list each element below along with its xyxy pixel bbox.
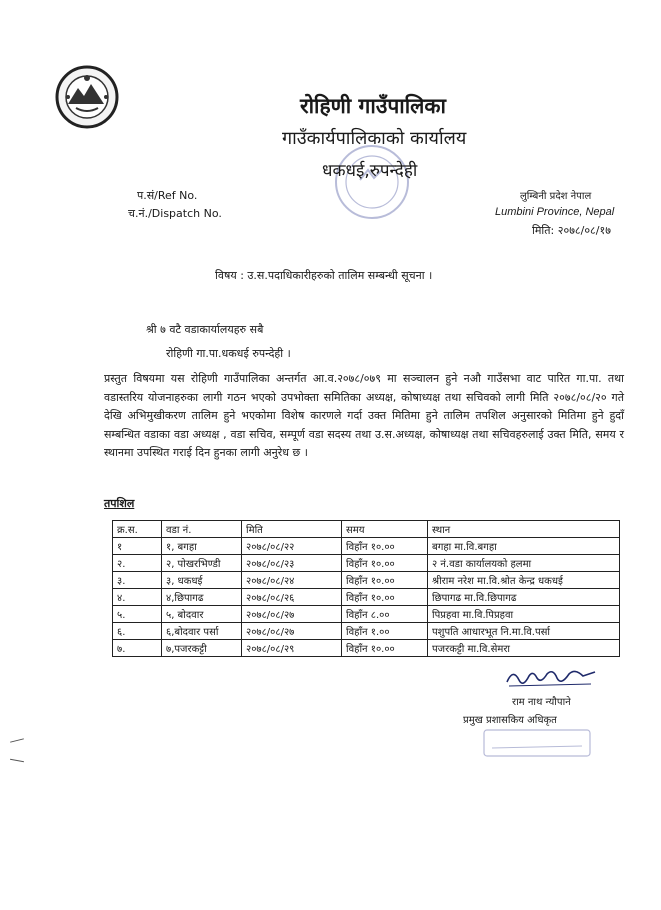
schedule-table (112, 520, 620, 657)
col-venue: स्थान (428, 521, 620, 538)
cell-date: २०७८/०८/२४ (242, 572, 342, 589)
cell-venue: श्रीराम नरेश मा.वि.श्रोत केन्द्र धकधई (428, 572, 620, 589)
subject-line: विषय : उ.स.पदाधिकारीहरुको तालिम सम्बन्धी सूचना । (215, 269, 433, 282)
table-row (113, 606, 620, 623)
cell-serial: ३. (113, 572, 162, 589)
cell-time: विहाँन १०.०० (342, 555, 428, 572)
government-emblem-icon (54, 64, 120, 130)
recipient-line-2: रोहिणी गा.पा.धकधई रुपन्देही । (166, 347, 291, 360)
cell-time: विहाँन १०.०० (342, 538, 428, 555)
province-english: Lumbini Province, Nepal (495, 206, 615, 218)
cell-time: विहाँन १०.०० (342, 572, 428, 589)
cell-date: २०७८/०८/२२ (242, 538, 342, 555)
table-row (113, 572, 620, 589)
cell-time: विहाँन १०.०० (342, 589, 428, 606)
cell-venue: २ नं.वडा कार्यालयको हलमा (428, 555, 620, 572)
cell-ward: ५, बोदवार (162, 606, 242, 623)
cell-date: २०७८/०८/२३ (242, 555, 342, 572)
cell-venue: पजरकट्टी मा.वि.सेमरा (428, 640, 620, 657)
col-time: समय (342, 521, 428, 538)
province-nepali: लुम्बिनी प्रदेश नेपाल (520, 191, 592, 202)
cell-serial: ६. (113, 623, 162, 640)
cell-ward: १, बगहा (162, 538, 242, 555)
office-address: धकधई,रुपन्देही (322, 161, 418, 181)
cell-serial: ५. (113, 606, 162, 623)
table-row (113, 623, 620, 640)
cell-ward: ३, धकधई (162, 572, 242, 589)
table-row (113, 589, 620, 606)
table-row (113, 640, 620, 657)
scan-mark (10, 759, 24, 762)
signatory-name: राम नाथ न्यौपाने (512, 697, 571, 708)
col-ward: वडा नं. (162, 521, 242, 538)
cell-serial: ७. (113, 640, 162, 657)
letter-date: मिति: २०७८/०८/१७ (532, 224, 611, 237)
cell-date: २०७८/०८/२६ (242, 589, 342, 606)
signatory-title: प्रमुख प्रशासकिय अधिकृत (463, 715, 557, 726)
ref-no-label: प.सं/Ref No. (137, 189, 198, 202)
signature-icon (503, 664, 599, 692)
cell-time: विहाँन ८.०० (342, 606, 428, 623)
office-stamp-icon (330, 140, 414, 224)
cell-venue: पशुपति आधारभूत नि.मा.वि.पर्सा (428, 623, 620, 640)
cell-venue: पिप्रहवा मा.वि.पिप्रहवा (428, 606, 620, 623)
cell-ward: २, पोखरभिण्डी (162, 555, 242, 572)
cell-ward: ७,पजरकट्टी (162, 640, 242, 657)
signatory-stamp-icon (482, 728, 592, 758)
table-row (113, 538, 620, 555)
cell-date: २०७८/०८/२९ (242, 640, 342, 657)
table-header-row (113, 521, 620, 538)
org-name: रोहिणी गाउँपालिका (300, 94, 446, 118)
cell-venue: बगहा मा.वि.बगहा (428, 538, 620, 555)
recipient-line-1: श्री ७ वटै वडाकार्यालयहरु सबै (146, 323, 264, 336)
cell-time: विहाँन १०.०० (342, 640, 428, 657)
body-paragraph: प्रस्तुत विषयमा यस रोहिणी गाउँपालिका अन्तर्गत आ.व.२०७८/०७९ मा सञ्चालन हुने नऔ गाउँसभा वाट पारित गा.पा. तथा वडास्तरिय योजनाहरुका लागी गठन भएको उपभोक्ता समितिका अध्यक्ष, कोषाध्यक्ष तथा सचिवको लागी मिति २०७८/०८/२० गते देखि अभिमुखीकरण तालिम हुने भएकोमा विशेष कारणले गर्दा उक्त मितिमा हुने तालिम तपशिल अनुसारको मितिमा हुने हुदाँ सम्बन्धित वडाका वडा अध्यक्ष , वडा सचिव, सम्पूर्ण वडा सदस्य तथा उ.स.अध्यक्ष, कोषाध्यक्ष तथा सचिवहरुलाई उक्त मिति, समय र स्थानमा उपस्थित गराई दिन हुनका लागी अनुरेध छ । (104, 372, 624, 459)
dispatch-no-label: च.नं./Dispatch No. (128, 207, 222, 220)
cell-ward: ४,छिपागढ (162, 589, 242, 606)
cell-venue: छिपागढ मा.वि.छिपागढ (428, 589, 620, 606)
cell-serial: २. (113, 555, 162, 572)
scan-mark (10, 738, 24, 742)
cell-date: २०७८/०८/२७ (242, 623, 342, 640)
table-row (113, 555, 620, 572)
cell-date: २०७८/०८/२७ (242, 606, 342, 623)
cell-ward: ६,बोदवार पर्सा (162, 623, 242, 640)
cell-time: विहाँन १.०० (342, 623, 428, 640)
col-date: मिति (242, 521, 342, 538)
table-heading: तपशिल (104, 497, 135, 510)
col-serial: क्र.स. (113, 521, 162, 538)
office-name: गाउँकार्यपालिकाको कार्यालय (282, 128, 467, 149)
cell-serial: ४. (113, 589, 162, 606)
cell-serial: १ (113, 538, 162, 555)
